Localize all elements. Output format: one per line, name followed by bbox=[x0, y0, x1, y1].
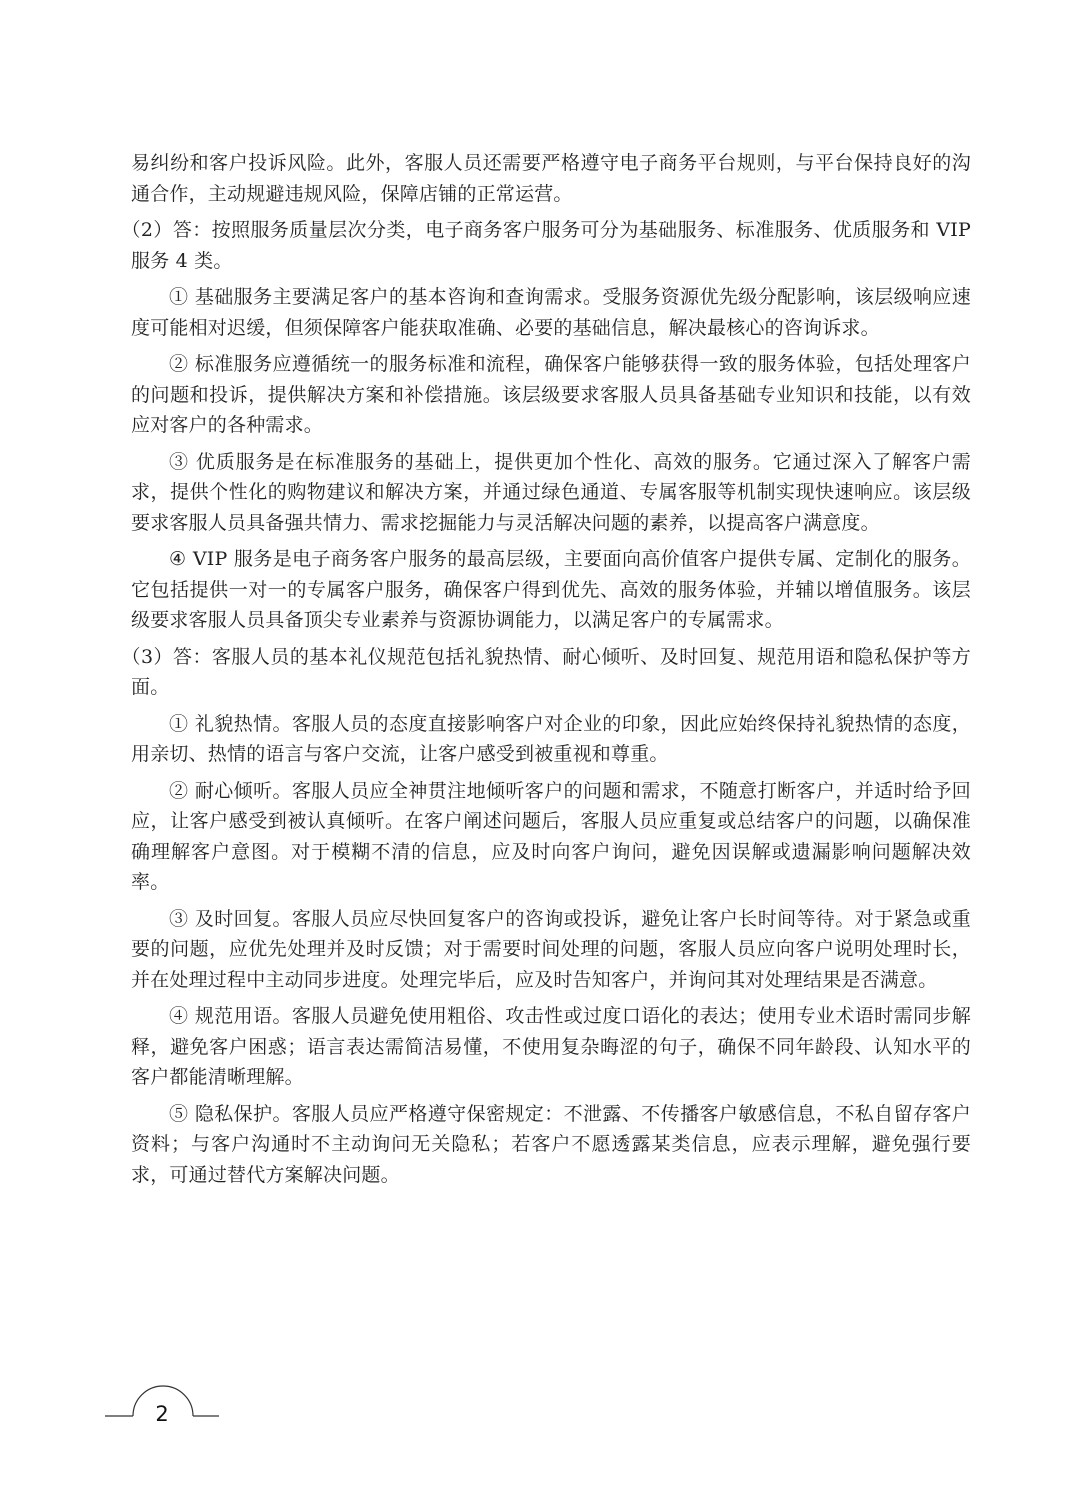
paragraph: ③ 优质服务是在标准服务的基础上，提供更加个性化、高效的服务。它通过深入了解客户需求，提供个性化的购物建议和解决方案，并通过绿色通道、专属客服等机制实现快速响应。该层级要求客服人员具备强共情力、需求挖掘能力与灵活解决问题的素养，以提高客户满意度。 bbox=[131, 450, 971, 534]
page-number-mark bbox=[105, 1380, 219, 1440]
paragraph: ⑤ 隐私保护。客服人员应严格遵守保密规定：不泄露、不传播客户敏感信息，不私自留存客户资料；与客户沟通时不主动询问无关隐私；若客户不愿透露某类信息，应表示理解，避免强行要求，可通过替代方案解决问题。 bbox=[131, 1102, 971, 1186]
page-number: 2 bbox=[155, 1402, 169, 1426]
paragraph: （3）答：客服人员的基本礼仪规范包括礼貌热情、耐心倾听、及时回复、规范用语和隐私保护等方面。 bbox=[121, 645, 971, 698]
paragraph: ③ 及时回复。客服人员应尽快回复客户的咨询或投诉，避免让客户长时间等待。对于紧急或重要的问题，应优先处理并及时反馈；对于需要时间处理的问题，客服人员应向客户说明处理时长，并在处理过程中主动同步进度。处理完毕后，应及时告知客户，并询问其对处理结果是否满意。 bbox=[131, 907, 971, 991]
paragraph: ④ 规范用语。客服人员避免使用粗俗、攻击性或过度口语化的表达；使用专业术语时需同步解释，避免客户困惑；语言表达需简洁易懂，不使用复杂晦涩的句子，确保不同年龄段、认知水平的客户都能清晰理解。 bbox=[131, 1005, 971, 1088]
paragraph: ① 基础服务主要满足客户的基本咨询和查询需求。受服务资源优先级分配影响，该层级响应速度可能相对迟缓，但须保障客户能获取准确、必要的基础信息，解决最核心的咨询诉求。 bbox=[131, 286, 971, 339]
paragraph: ① 礼貌热情。客服人员的态度直接影响客户对企业的印象，因此应始终保持礼貌热情的态度，用亲切、热情的语言与客户交流，让客户感受到被重视和尊重。 bbox=[131, 712, 971, 765]
paragraph: ④ VIP 服务是电子商务客户服务的最高层级，主要面向高价值客户提供专属、定制化的服务。它包括提供一对一的专属客户服务，确保客户得到优先、高效的服务体验，并辅以增值服务。该层级要求客服人员具备顶尖专业素养与资源协调能力，以满足客户的专属需求。 bbox=[131, 548, 971, 631]
paragraph: 易纠纷和客户投诉风险。此外，客服人员还需要严格遵守电子商务平台规则，与平台保持良好的沟通合作，主动规避违规风险，保障店铺的正常运营。 bbox=[131, 152, 971, 205]
page-body bbox=[121, 148, 971, 1196]
paragraph: （2）答：按照服务质量层次分类，电子商务客户服务可分为基础服务、标准服务、优质服务和 VIP 服务 4 类。 bbox=[121, 219, 971, 272]
paragraph: ② 标准服务应遵循统一的服务标准和流程，确保客户能够获得一致的服务体验，包括处理客户的问题和投诉，提供解决方案和补偿措施。该层级要求客服人员具备基础专业知识和技能，以有效应对客户的各种需求。 bbox=[131, 353, 971, 436]
paragraph: ② 耐心倾听。客服人员应全神贯注地倾听客户的问题和需求，不随意打断客户，并适时给予回应，让客户感受到被认真倾听。在客户阐述问题后，客服人员应重复或总结客户的问题，以确保准确理解客户意图。对于模糊不清的信息，应及时向客户询问，避免因误解或遗漏影响问题解决效率。 bbox=[131, 779, 971, 893]
